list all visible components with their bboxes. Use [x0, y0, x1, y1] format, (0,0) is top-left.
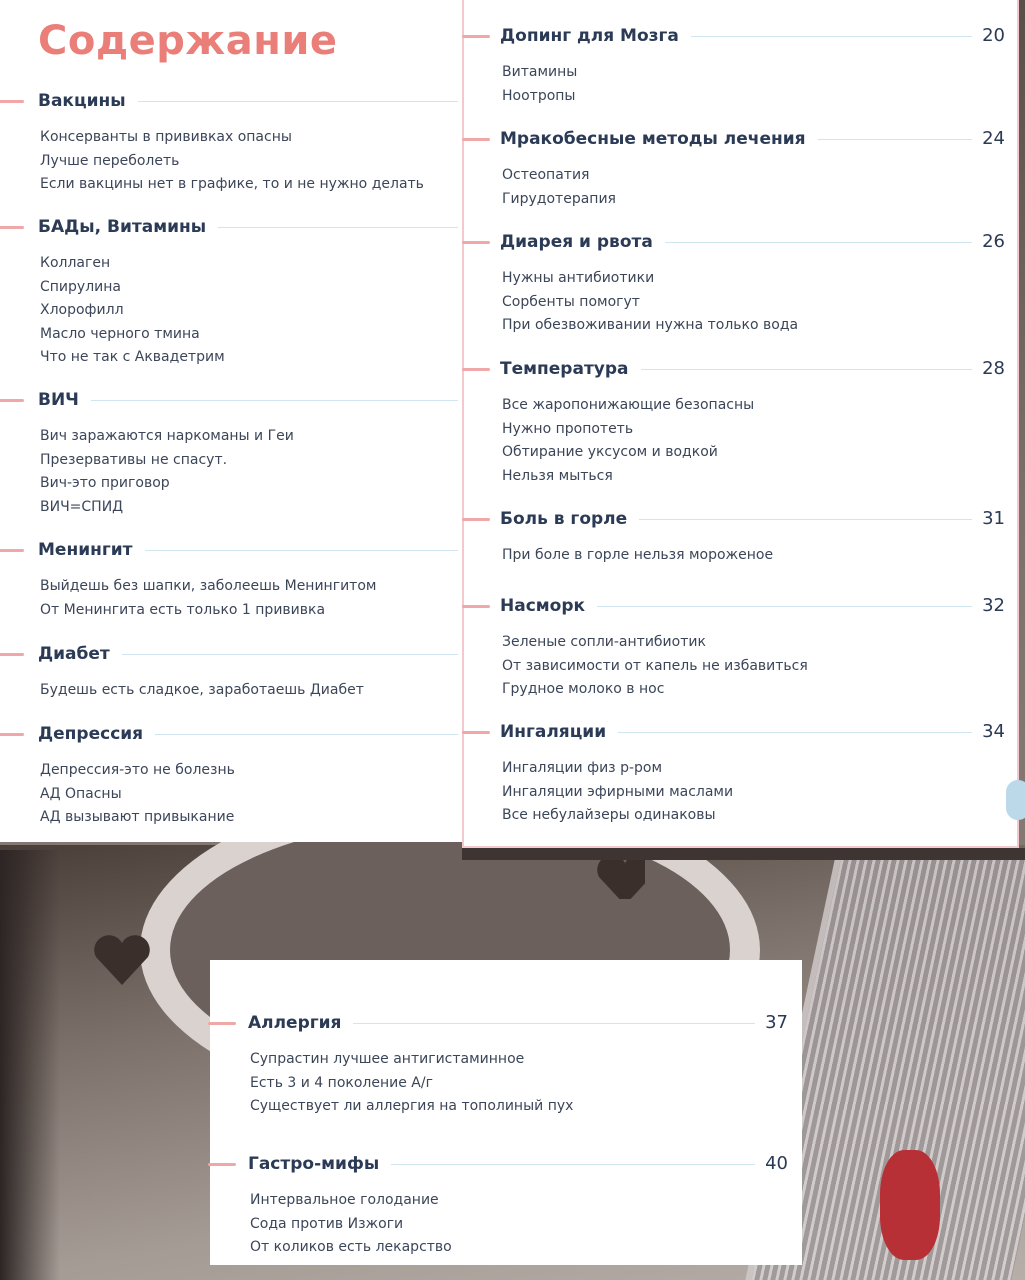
section-header	[38, 385, 458, 415]
page-number: 28	[972, 354, 1005, 384]
list-item: Вич заражаются наркоманы и Геи	[40, 428, 294, 444]
toc-section	[500, 227, 1005, 338]
list-item: Существует ли аллергия на тополиный пух	[250, 1098, 574, 1114]
section-header	[500, 591, 1005, 621]
list-item: Хлорофилл	[40, 302, 124, 318]
list-item: Будешь есть сладкое, заработаешь Диабет	[40, 682, 364, 698]
section-items	[502, 394, 1005, 488]
card-shadow	[462, 848, 1025, 860]
list-item: Вич-это приговор	[40, 475, 170, 491]
list-item: Есть 3 и 4 поколение А/г	[250, 1074, 433, 1091]
list-item: Все жаропонижающие безопасны	[502, 397, 755, 413]
section-header	[38, 535, 458, 565]
toc-section	[38, 639, 458, 703]
section-title: Гастро-мифы	[248, 1149, 391, 1179]
section-marker	[0, 733, 24, 736]
section-marker	[462, 35, 490, 38]
list-item: Ноотропы	[502, 87, 576, 104]
list-item: При боле в горле нельзя мороженое	[502, 547, 774, 563]
section-marker	[208, 1022, 236, 1025]
section-title: Диарея и рвота	[500, 227, 665, 257]
section-title: Менингит	[38, 535, 145, 565]
section-marker	[462, 368, 490, 371]
list-item: Ингаляции физ р-ром	[502, 760, 663, 776]
section-items	[250, 1189, 788, 1260]
list-item: Нельзя мыться	[502, 467, 613, 484]
section-items	[502, 544, 1005, 568]
toc-card-left	[0, 0, 462, 842]
toc-section	[248, 1008, 788, 1119]
section-marker	[208, 1163, 236, 1166]
section-marker	[0, 549, 24, 552]
section-title: Насморк	[500, 591, 597, 621]
list-item: Спирулина	[40, 278, 121, 295]
section-items	[40, 575, 458, 622]
section-title: БАДы, Витамины	[38, 212, 218, 242]
section-marker	[462, 731, 490, 734]
section-marker	[0, 399, 24, 402]
toc-section	[38, 719, 458, 830]
list-item: Остеопатия	[502, 167, 590, 183]
section-items	[40, 759, 458, 830]
list-item: Супрастин лучшее антигистаминное	[250, 1051, 525, 1067]
section-marker	[0, 226, 24, 229]
section-marker	[462, 138, 490, 141]
list-item: Сода против Изжоги	[250, 1215, 404, 1232]
section-header	[500, 717, 1005, 747]
section-items	[502, 757, 1005, 828]
toc-section	[38, 212, 458, 370]
section-items	[40, 679, 458, 703]
section-header	[500, 124, 1005, 154]
list-item: АД Опасны	[40, 785, 122, 802]
section-header	[248, 1008, 788, 1038]
list-item: От Менингита есть только 1 прививка	[40, 601, 326, 618]
section-marker	[462, 518, 490, 521]
list-item: Выйдешь без шапки, заболеешь Менингитом	[40, 578, 377, 594]
toc-card-bottom	[210, 960, 802, 1265]
list-item: Гирудотерапия	[502, 190, 616, 207]
section-marker	[462, 605, 490, 608]
section-title: Аллергия	[248, 1008, 353, 1038]
page-number: 24	[972, 124, 1005, 154]
section-title: Мракобесные методы лечения	[500, 124, 818, 154]
page-number: 34	[972, 717, 1005, 747]
toc-section	[500, 717, 1005, 828]
toc-section	[38, 385, 458, 519]
page-title: Содержание	[38, 18, 338, 64]
list-item: Зеленые сопли-антибиотик	[502, 634, 706, 650]
section-marker	[0, 653, 24, 656]
toc-section	[500, 21, 1005, 108]
section-header	[500, 21, 1005, 51]
toc-section	[38, 535, 458, 622]
shadow-left	[0, 850, 60, 1280]
section-title: ВИЧ	[38, 385, 91, 415]
list-item: Депрессия-это не болезнь	[40, 762, 235, 778]
edge-tab	[1006, 780, 1025, 820]
section-title: Депрессия	[38, 719, 155, 749]
list-item: Консерванты в прививках опасны	[40, 129, 292, 145]
section-marker	[0, 100, 24, 103]
page-number: 31	[972, 504, 1005, 534]
list-item: Все небулайзеры одинаковы	[502, 807, 716, 823]
list-item: Презервативы не спасут.	[40, 451, 228, 468]
section-items	[502, 631, 1005, 702]
list-item: Грудное молоко в нос	[502, 681, 665, 697]
section-header	[38, 639, 458, 669]
section-items	[250, 1048, 788, 1119]
toc-section	[248, 1149, 788, 1260]
section-header	[248, 1149, 788, 1179]
list-item: Если вакцины нет в графике, то и не нужно делать	[40, 176, 424, 192]
section-items	[502, 164, 1005, 211]
list-item: От коликов есть лекарство	[250, 1239, 452, 1255]
section-header	[500, 354, 1005, 384]
list-item: Что не так с Аквадетрим	[40, 349, 225, 365]
section-title: Допинг для Мозга	[500, 21, 691, 51]
red-object	[880, 1150, 940, 1260]
list-item: Масло черного тмина	[40, 325, 200, 342]
section-items	[40, 425, 458, 519]
section-header	[38, 719, 458, 749]
toc-section	[500, 504, 1005, 568]
list-item: Сорбенты помогут	[502, 293, 640, 310]
list-item: От зависимости от капель не избавиться	[502, 657, 808, 674]
list-item: Нужно пропотеть	[502, 420, 634, 437]
section-title: Ингаляции	[500, 717, 618, 747]
page-number: 40	[755, 1149, 788, 1179]
toc-section	[500, 354, 1005, 488]
toc-section	[38, 86, 458, 197]
section-header	[38, 86, 458, 116]
list-item: Витамины	[502, 64, 578, 80]
list-item: При обезвоживании нужна только вода	[502, 317, 799, 333]
section-title: Температура	[500, 354, 641, 384]
page-number: 26	[972, 227, 1005, 257]
page-number: 37	[755, 1008, 788, 1038]
list-item: Лучше переболеть	[40, 152, 180, 169]
section-header	[500, 227, 1005, 257]
section-items	[502, 61, 1005, 108]
list-item: Интервальное голодание	[250, 1192, 439, 1208]
section-title: Вакцины	[38, 86, 138, 116]
section-header	[38, 212, 458, 242]
list-item: ВИЧ=СПИД	[40, 498, 124, 515]
section-title: Боль в горле	[500, 504, 639, 534]
toc-section	[500, 124, 1005, 211]
section-items	[502, 267, 1005, 338]
list-item: Ингаляции эфирными маслами	[502, 783, 734, 800]
list-item: Обтирание уксусом и водкой	[502, 444, 718, 460]
section-title: Диабет	[38, 639, 122, 669]
section-marker	[462, 241, 490, 244]
page-number: 32	[972, 591, 1005, 621]
list-item: Нужны антибиотики	[502, 270, 655, 286]
list-item: АД вызывают привыкание	[40, 809, 235, 825]
page-number: 20	[972, 21, 1005, 51]
leader-line	[38, 400, 458, 401]
section-header	[500, 504, 1005, 534]
toc-card-right	[462, 0, 1019, 848]
section-items	[40, 252, 458, 370]
list-item: Коллаген	[40, 255, 111, 271]
toc-section	[500, 591, 1005, 702]
section-items	[40, 126, 458, 197]
